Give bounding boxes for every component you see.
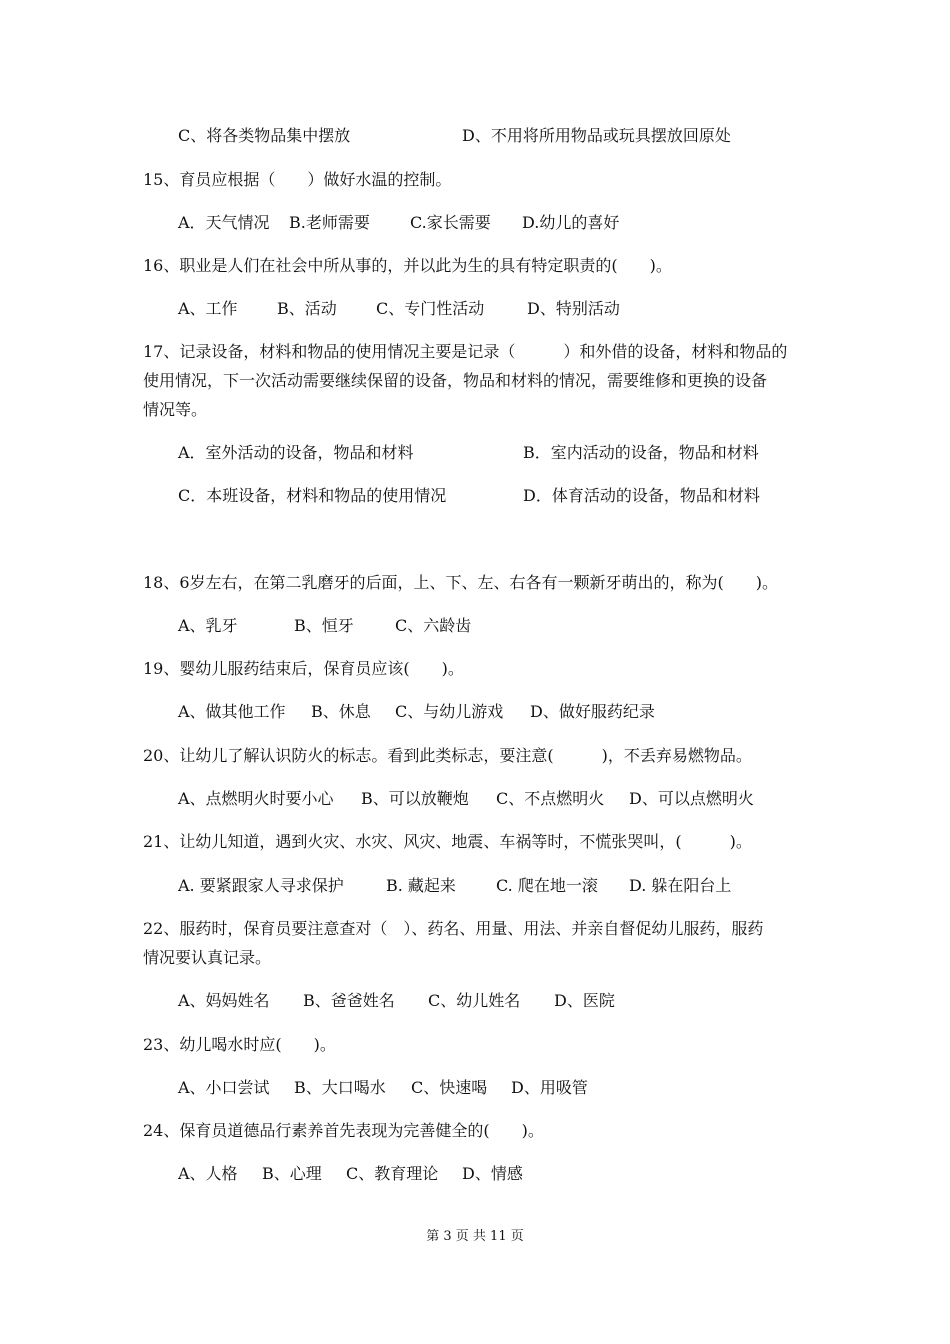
question-20-options — [178, 789, 754, 809]
q14-option-d: D、不用将所用物品或玩具摆放回原处 — [462, 126, 731, 145]
question-15-options — [178, 213, 619, 233]
page-number-footer: 第 3 页 共 11 页 — [426, 1229, 524, 1244]
q19-option-a: A、做其他工作 — [178, 702, 286, 721]
q18-option-c: C、六龄齿 — [395, 616, 472, 635]
question-22-options — [178, 991, 615, 1011]
q16-option-b: B、活动 — [277, 299, 337, 318]
q15-option-b: B.老师需要 — [289, 213, 370, 232]
question-17-line-2: 使用情况，下一次活动需要继续保留的设备，物品和材料的情况，需要维修和更换的设备 — [143, 371, 768, 390]
q24-option-b: B、心理 — [262, 1164, 322, 1183]
q16-option-c: C、专门性活动 — [376, 299, 485, 318]
question-20: 20、让幼儿了解认识防火的标志。看到此类标志，要注意( )，不丢弃易燃物品。 — [143, 746, 752, 765]
question-22-line-1: 22、服药时，保育员要注意查对（ ）、药名、用量、用法、并亲自督促幼儿服药，服药 — [143, 919, 764, 938]
question-21-options — [178, 876, 731, 896]
q23-option-a: A、小口尝试 — [178, 1078, 270, 1097]
question-15: 15、育员应根据（ ）做好水温的控制。 — [143, 170, 452, 189]
question-24: 24、保育员道德品行素养首先表现为完善健全的( )。 — [143, 1121, 544, 1140]
q22-option-a: A、妈妈姓名 — [178, 991, 270, 1010]
q19-option-c: C、与幼儿游戏 — [395, 702, 504, 721]
q22-option-b: B、爸爸姓名 — [303, 991, 395, 1010]
question-19-options — [178, 702, 655, 722]
question-16: 16、职业是人们在社会中所从事的，并以此为生的具有特定职责的( )。 — [143, 256, 672, 275]
q15-option-c: C.家长需要 — [410, 213, 491, 232]
q23-option-b: B、大口喝水 — [294, 1078, 386, 1097]
q19-option-b: B、休息 — [311, 702, 371, 721]
q16-option-d: D、特别活动 — [527, 299, 620, 318]
q24-option-a: A、人格 — [178, 1164, 238, 1183]
q21-option-d: D. 躲在阳台上 — [629, 876, 732, 895]
q16-option-a: A、工作 — [178, 299, 238, 318]
q15-option-d: D.幼儿的喜好 — [522, 213, 620, 232]
q20-option-b: B、可以放鞭炮 — [361, 789, 469, 808]
q17-option-a: A．室外活动的设备，物品和材料 — [178, 443, 414, 462]
q17-option-d: D．体育活动的设备，物品和材料 — [523, 486, 760, 505]
q21-option-c: C. 爬在地一滚 — [496, 876, 598, 895]
question-21: 21、让幼儿知道，遇到火灾、水灾、风灾、地震、车祸等时，不慌张哭叫，( )。 — [143, 832, 752, 851]
q15-option-a: A．天气情况 — [178, 213, 270, 232]
q20-option-a: A、点燃明火时要小心 — [178, 789, 334, 808]
q23-option-d: D、用吸管 — [511, 1078, 588, 1097]
q14-option-c: C、将各类物品集中摆放 — [178, 126, 351, 145]
question-22-line-2: 情况要认真记录。 — [143, 948, 272, 967]
question-23: 23、幼儿喝水时应( )。 — [143, 1035, 336, 1054]
q22-option-d: D、医院 — [554, 991, 615, 1010]
question-23-options — [178, 1078, 588, 1098]
q17-option-b: B．室内活动的设备，物品和材料 — [523, 443, 759, 462]
q19-option-d: D、做好服药纪录 — [530, 702, 655, 721]
q22-option-c: C、幼儿姓名 — [428, 991, 521, 1010]
q21-option-b: B. 藏起来 — [386, 876, 456, 895]
q18-option-a: A、乳牙 — [178, 616, 238, 635]
q20-option-c: C、不点燃明火 — [496, 789, 605, 808]
q18-option-b: B、恒牙 — [294, 616, 354, 635]
question-17-line-1: 17、记录设备，材料和物品的使用情况主要是记录（ ）和外借的设备，材料和物品的 — [143, 342, 788, 361]
question-16-options — [178, 299, 620, 319]
q20-option-d: D、可以点燃明火 — [629, 789, 754, 808]
q24-option-c: C、教育理论 — [346, 1164, 439, 1183]
question-24-options — [178, 1164, 523, 1184]
question-18: 18、6岁左右，在第二乳磨牙的后面，上、下、左、右各有一颗新牙萌出的，称为( )。 — [143, 573, 779, 592]
question-18-options — [178, 616, 471, 636]
q21-option-a: A. 要紧跟家人寻求保护 — [178, 876, 344, 895]
question-19: 19、婴幼儿服药结束后，保育员应该( )。 — [143, 659, 464, 678]
question-17-line-3: 情况等。 — [143, 400, 208, 419]
q24-option-d: D、情感 — [462, 1164, 523, 1183]
q17-option-c: C．本班设备，材料和物品的使用情况 — [178, 486, 447, 505]
q23-option-c: C、快速喝 — [411, 1078, 488, 1097]
